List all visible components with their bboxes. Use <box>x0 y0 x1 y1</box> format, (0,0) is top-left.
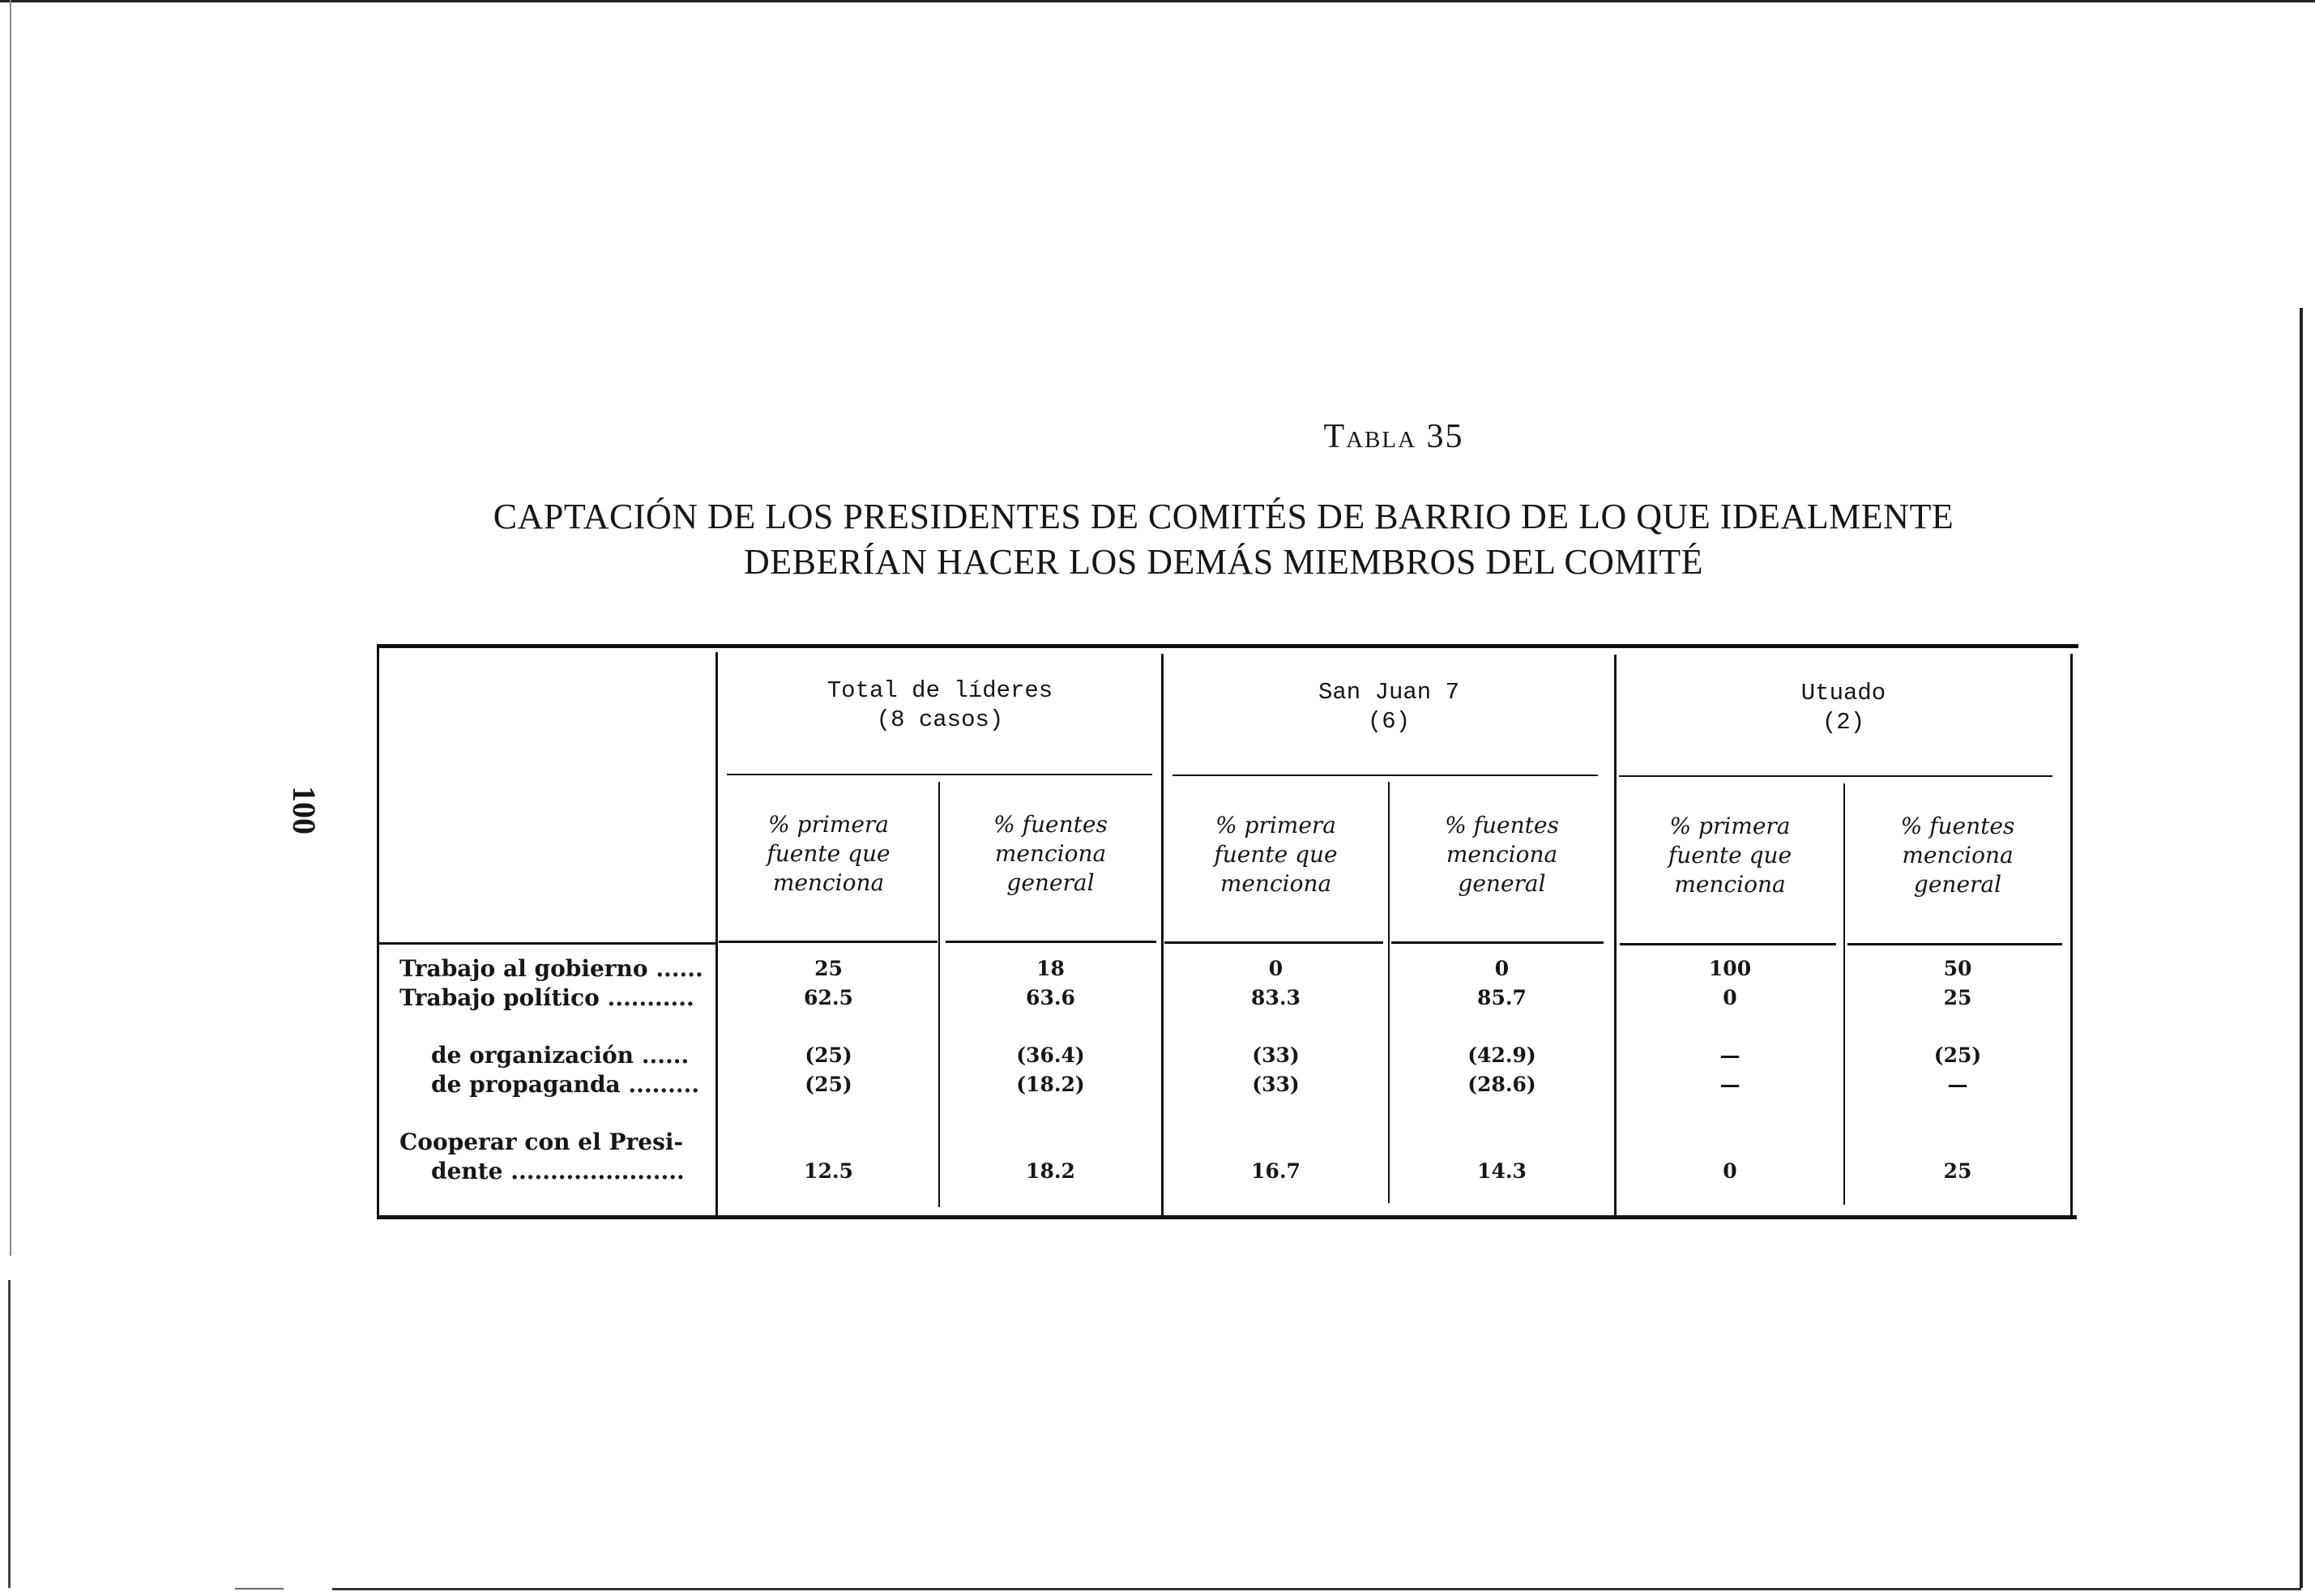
subheader-line: general <box>1913 871 2002 898</box>
cell-total-primera: (25) <box>805 1073 852 1096</box>
header-bottom-rule-6 <box>1847 943 2062 945</box>
header-bottom-rule-4 <box>1391 941 1604 944</box>
page-bottom-edge-mark <box>235 1588 284 1590</box>
table-top-rule <box>377 644 2078 648</box>
header-bottom-rule-1 <box>719 941 938 943</box>
row-label-cooperar-line1: Cooperar con el Presi- <box>399 1129 684 1155</box>
table-title <box>357 494 2091 585</box>
row-label-cooperar-line2: dente ...................... <box>399 1158 685 1184</box>
group-name-utuado: Utuado <box>1800 680 1886 706</box>
vrule-stub <box>715 652 718 1215</box>
cell-utuado-fuentes: 50 <box>1943 957 1972 980</box>
cell-sanjuan-primera: (33) <box>1252 1073 1300 1096</box>
table-title-line-2: DEBERÍAN HACER LOS DEMÁS MIEMBROS DEL COMITÉ <box>744 542 1703 582</box>
subheader-line: menciona <box>1446 841 1558 868</box>
vrule-left <box>377 644 379 1219</box>
group-count-sanjuan: (6) <box>1367 708 1411 735</box>
subheader-line: menciona <box>772 869 885 896</box>
table-title-line-1: CAPTACIÓN DE LOS PRESIDENTES DE COMITÉS DE BARRIO DE LO QUE IDEALMENTE <box>493 497 1954 536</box>
cell-total-primera: 62.5 <box>804 986 853 1009</box>
cell-utuado-fuentes: 25 <box>1943 986 1972 1009</box>
header-bottom-rule-3 <box>1164 941 1383 944</box>
row-label-trabajo-politico: Trabajo político ........... <box>399 984 694 1011</box>
cell-total-fuentes: (36.4) <box>1016 1043 1085 1067</box>
group-count-utuado: (2) <box>1822 709 1865 736</box>
cell-total-primera: (25) <box>805 1043 852 1067</box>
cell-sanjuan-fuentes: 14.3 <box>1477 1159 1527 1183</box>
cell-total-fuentes: 18.2 <box>1026 1159 1075 1183</box>
page-top-edge <box>0 0 2315 2</box>
page-number: 100 <box>286 786 322 834</box>
group-underline-total <box>727 774 1152 775</box>
page-left-edge <box>8 1280 11 1588</box>
table-label: Tabla 35 <box>1323 418 1464 455</box>
subheader-line: fuente que <box>1214 841 1338 868</box>
group-underline-sanjuan <box>1172 775 1598 776</box>
subheader-line: menciona <box>1219 870 1332 897</box>
cell-sanjuan-fuentes: 0 <box>1494 957 1510 980</box>
group-underline-utuado <box>1619 775 2052 777</box>
cell-sanjuan-primera: 16.7 <box>1251 1159 1301 1183</box>
cell-utuado-primera: — <box>1719 1073 1741 1096</box>
cell-sanjuan-fuentes: 85.7 <box>1477 986 1527 1009</box>
row-label-organizacion: de organización ...... <box>399 1042 690 1069</box>
header-bottom-rule-stub <box>377 942 715 945</box>
vrule-right <box>2070 654 2073 1217</box>
row-label-propaganda: de propaganda ......... <box>399 1071 700 1098</box>
cell-sanjuan-primera: 83.3 <box>1251 986 1301 1009</box>
data-table <box>377 644 2078 1219</box>
subheader-line: general <box>1006 869 1095 896</box>
cell-utuado-primera: — <box>1719 1043 1741 1067</box>
cell-utuado-primera: 100 <box>1708 957 1752 980</box>
subheader-line: % fuentes <box>993 811 1108 838</box>
cell-total-fuentes: 63.6 <box>1026 986 1075 1009</box>
cell-utuado-fuentes: (25) <box>1933 1043 1982 1067</box>
subheader-line: % primera <box>768 811 889 838</box>
group-header-sanjuan <box>1164 678 1614 736</box>
subheader-line: menciona <box>1674 871 1786 898</box>
row-label-trabajo-gobierno: Trabajo al gobierno ...... <box>399 955 703 982</box>
subheader-line: % primera <box>1669 813 1791 839</box>
subheader-line: menciona <box>1902 842 2014 868</box>
cell-sanjuan-primera: 0 <box>1268 957 1284 980</box>
subheader-total-primera <box>719 810 938 898</box>
group-header-total <box>719 676 1161 735</box>
cell-sanjuan-fuentes: (42.9) <box>1467 1043 1536 1067</box>
subheader-line: % fuentes <box>1900 813 2015 839</box>
cell-utuado-fuentes: — <box>1947 1073 1968 1096</box>
page-right-edge <box>2300 308 2303 1588</box>
page-left-edge-faint <box>10 0 11 1256</box>
vrule-sanjuan-utuado <box>1614 655 1617 1215</box>
subheader-utuado-fuentes <box>1845 812 2070 899</box>
subheader-line: general <box>1458 870 1546 897</box>
subheader-sanjuan-fuentes <box>1390 811 1614 898</box>
subheader-line: % primera <box>1215 812 1336 839</box>
subheader-line: fuente que <box>1668 842 1792 868</box>
cell-utuado-fuentes: 25 <box>1943 1159 1972 1183</box>
cell-total-fuentes: (18.2) <box>1016 1073 1085 1096</box>
cell-sanjuan-fuentes: (28.6) <box>1467 1073 1536 1096</box>
page-bottom-edge <box>332 1588 2301 1590</box>
group-header-utuado <box>1617 679 2070 737</box>
group-name-sanjuan: San Juan 7 <box>1318 679 1460 706</box>
cell-total-primera: 12.5 <box>804 1159 853 1183</box>
cell-utuado-primera: 0 <box>1723 986 1737 1009</box>
header-bottom-rule-2 <box>946 941 1156 943</box>
vrule-total-sanjuan <box>1161 654 1164 1215</box>
cell-utuado-primera: 0 <box>1723 1159 1737 1183</box>
subheader-utuado-primera <box>1617 812 1843 899</box>
group-name-total: Total de líderes <box>826 677 1053 704</box>
group-count-total: (8 casos) <box>876 706 1004 733</box>
subheader-line: % fuentes <box>1445 812 1559 839</box>
header-bottom-rule-5 <box>1620 943 1836 945</box>
table-bottom-rule <box>377 1215 2077 1219</box>
cell-total-fuentes: 18 <box>1036 957 1065 980</box>
subheader-line: menciona <box>994 840 1107 867</box>
cell-sanjuan-primera: (33) <box>1252 1043 1300 1067</box>
subheader-total-fuentes <box>940 810 1161 898</box>
subheader-sanjuan-primera <box>1164 811 1388 898</box>
subheader-line: fuente que <box>767 840 891 867</box>
cell-total-primera: 25 <box>814 957 843 980</box>
